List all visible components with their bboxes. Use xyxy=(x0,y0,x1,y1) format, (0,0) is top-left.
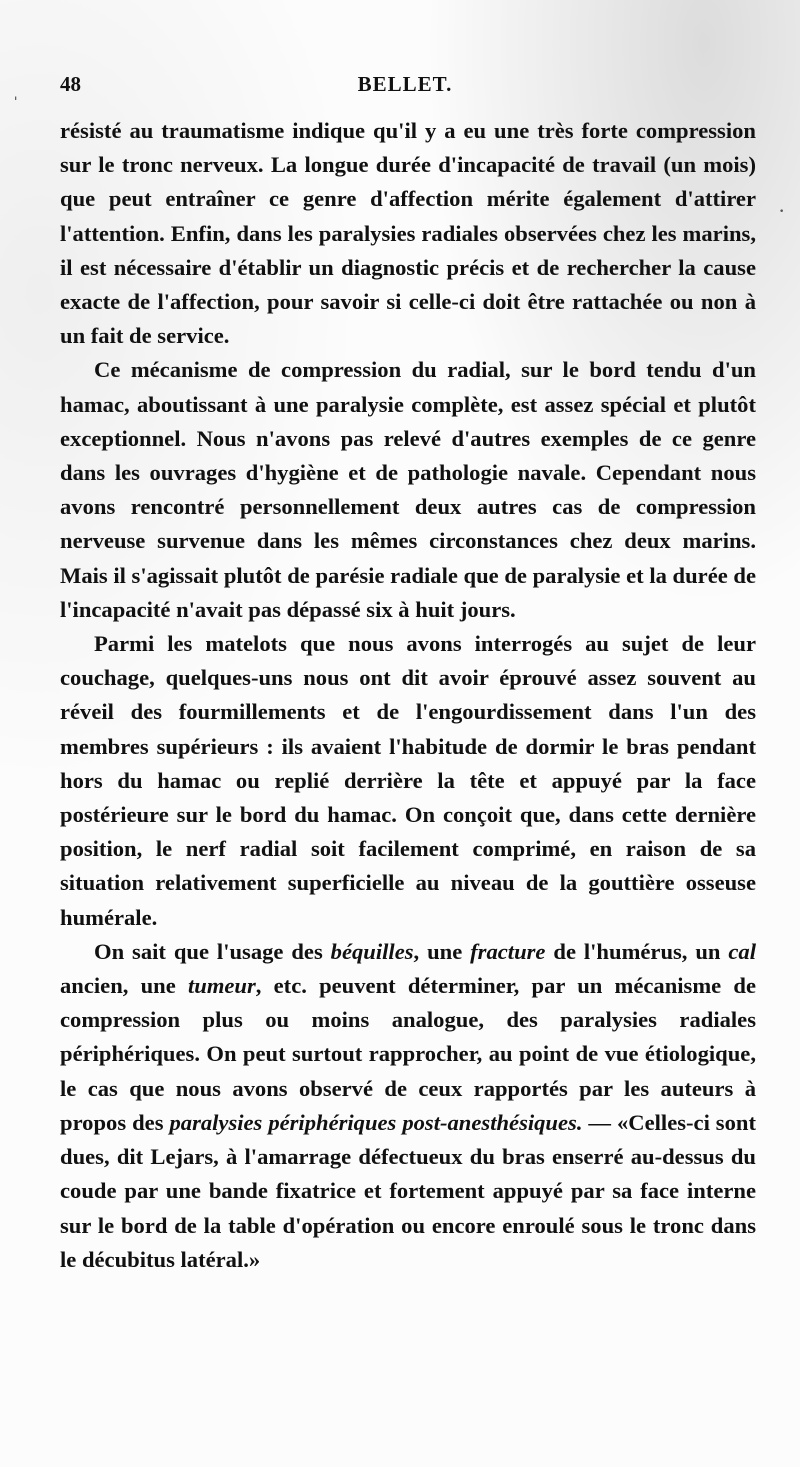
margin-speck: · xyxy=(778,198,786,223)
paragraph-text: résisté au traumatisme indique qu'il y a eu une très forte compression sur le tronc nerveux. La longue durée d'incapacité de travail (un mois) que peut entraîner ce genre d'affection mérite également d'attirer l'attention. Enfin, dans les paralysies radiales observées chez les marins, il est nécessaire d'établir un diagnostic précis et de rechercher la cause exacte de l'affection, pour savoir si celle-ci doit être rattachée ou non à un fait de service. xyxy=(60,118,756,349)
page-header xyxy=(60,72,750,106)
text-segment: , etc. peuvent déterminer, par un mécanisme de compression plus ou moins analogue, des paralysies radiales périphériques. On peut surtout rapprocher, au point de vue étiologique, le cas que nous avons observé de ceux rapportés par les auteurs à propos des xyxy=(60,973,756,1135)
running-title: BELLET. xyxy=(357,72,453,96)
italic-term: fracture xyxy=(470,938,546,964)
text-segment: — «Celles-ci sont dues, dit Lejars, à l'amarrage défectueux du bras enserré au-dessus du coude par une bande fixatrice et fortement appuyé par sa face interne sur le bord de la table d'opération ou encore enroulé sous le tronc dans le décubitus latéral.» xyxy=(60,1109,756,1272)
italic-term: cal xyxy=(728,938,757,964)
text-segment: , une xyxy=(413,938,471,964)
paragraph-1 xyxy=(60,114,756,353)
paragraph-4 xyxy=(60,935,756,1277)
text-segment: ancien, une xyxy=(60,973,188,999)
page-number: 48 xyxy=(60,72,81,96)
italic-term: béquilles xyxy=(330,938,414,964)
text-segment: de l'humérus, un xyxy=(545,938,729,964)
paragraph-3 xyxy=(60,627,756,935)
paragraph-text: Parmi les matelots que nous avons interrogés au sujet de leur couchage, quelques-uns nous ont dit avoir éprouvé assez souvent au réveil des fourmillements et de l'engourdissement dans l'un des membres supérieurs : ils avaient l'habitude de dormir le bras pendant hors du hamac ou replié derrière la tête et appuyé par la face postérieure sur le bord du hamac. On conçoit que, dans cette dernière position, le nerf radial soit facilement comprimé, en raison de sa situation relativement superficielle au niveau de la gouttière osseuse humérale. xyxy=(60,631,756,930)
italic-term: paralysies périphériques post-anesthésiques. xyxy=(169,1109,583,1135)
margin-speck: ˈ xyxy=(12,92,20,117)
body-text xyxy=(60,114,756,1277)
paragraph-text: Ce mécanisme de compression du radial, sur le bord tendu d'un hamac, aboutissant à une paralysie complète, est assez spécial et plutôt exceptionnel. Nous n'avons pas relevé d'autres exemples de ce genre dans les ouvrages d'hygiène et de pathologie navale. Cependant nous avons rencontré personnellement deux autres cas de compression nerveuse survenue dans les mêmes circonstances chez deux marins. Mais il s'agissait plutôt de parésie radiale que de paralysie et la durée de l'incapacité n'avait pas dépassé six à huit jours. xyxy=(60,357,756,622)
text-segment: On sait que l'usage des xyxy=(94,938,331,964)
italic-term: tumeur xyxy=(187,973,256,999)
paragraph-2 xyxy=(60,353,756,627)
